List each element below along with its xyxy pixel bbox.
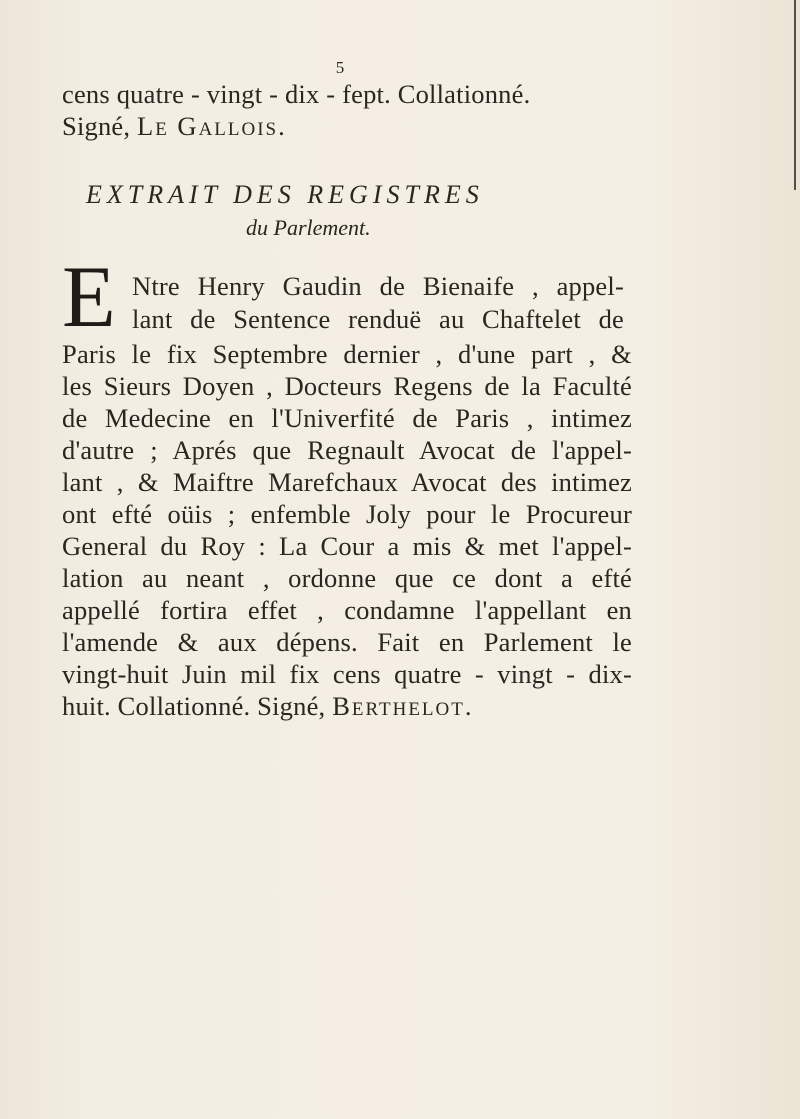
- page-edge-rule: [794, 0, 796, 190]
- dropcap-line-1: Ntre Henry Gaudin de Bienaife , appel-: [132, 271, 624, 301]
- closing-line: [62, 690, 632, 722]
- dropcap-line-2: lant de Sentence renduë au Chaftelet de: [132, 304, 624, 334]
- opening-line-2: [62, 110, 632, 142]
- body-line: vingt-huit Juin mil fix cens quatre - vingt - dix-: [62, 659, 632, 689]
- drop-cap-letter: E: [62, 264, 116, 332]
- body-line: ont efté oüis ; enfemble Joly pour le Procureur: [62, 499, 632, 529]
- body-line: lation au neant , ordonne que ce dont a efté: [62, 563, 632, 593]
- opening-line-1: cens quatre - vingt - dix - fept. Collationné.: [62, 79, 531, 109]
- body-line: appellé fortira effet , condamne l'appellant en: [62, 595, 632, 625]
- body-line: l'amende & aux dépens. Fait en Parlement le: [62, 627, 632, 657]
- opening-paragraph: [62, 78, 632, 142]
- body-paragraph: [62, 338, 632, 722]
- closing-text: huit. Collationné. Signé,: [62, 691, 333, 721]
- opening-signature: Le Gallois.: [137, 111, 287, 141]
- opening-signe-label: Signé,: [62, 111, 138, 141]
- body-line: les Sieurs Doyen , Docteurs Regens de la Faculté: [62, 371, 632, 401]
- body-line: de Medecine en l'Univerfité de Paris , intimez: [62, 403, 632, 433]
- closing-signature: Berthelot.: [332, 691, 474, 721]
- page-number: 5: [335, 58, 345, 77]
- body-line: d'autre ; Aprés que Regnault Avocat de l'appel-: [62, 435, 632, 465]
- section-subheading: du Parlement.: [246, 215, 371, 240]
- section-heading: EXTRAIT DES REGISTRES: [86, 180, 484, 209]
- body-line: lant , & Maiftre Marefchaux Avocat des intimez: [62, 467, 632, 497]
- body-line: Paris le fix Septembre dernier , d'une part , &: [62, 339, 632, 369]
- body-line: General du Roy : La Cour a mis & met l'appel-: [62, 531, 632, 561]
